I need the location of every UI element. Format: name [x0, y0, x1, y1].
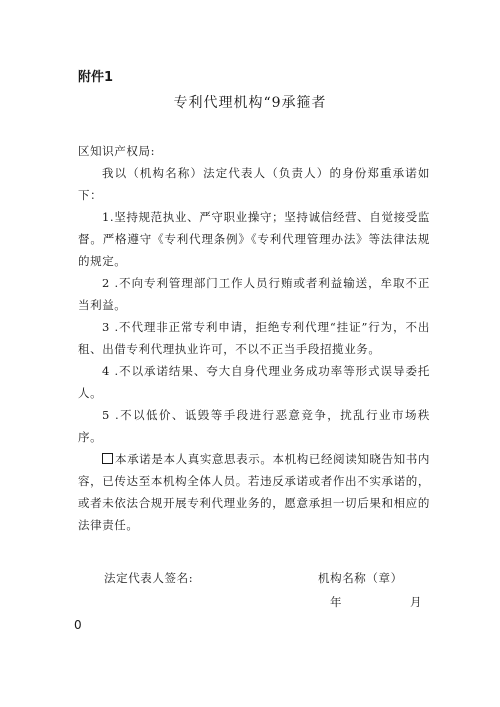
date-month-label: 月 [410, 595, 422, 609]
checkbox-icon [102, 453, 113, 464]
commitment-item-3: 3 .不代理非正常专利申请，拒绝专利代理“挂证”行为，不出租、出借专利代理执业许可，不以不正当手段招揽业务。 [78, 320, 430, 356]
commitment-item-2: 2 .不向专利管理部门工作人员行贿或者利益输送，牟取不正当利益。 [78, 276, 430, 312]
document-body [78, 140, 430, 536]
commitment-item-4: 4 .不以承诺结果、夸大自身代理业务成功率等形式误导委托人。 [78, 364, 430, 400]
date-year-label: 年 [330, 595, 342, 609]
salutation: 区知识产权局: [78, 144, 156, 158]
representative-signature-label: 法定代表人签名: [104, 571, 194, 585]
commitment-item-5: 5 .不以低价、诋毁等手段进行恶意竞争，扰乱行业市场秩序。 [78, 408, 430, 444]
footer-mark: 0 [74, 618, 82, 632]
document-title: 专利代理机构“9承箍者 [173, 95, 327, 111]
institution-seal-label: 机构名称（章） [318, 571, 403, 585]
closing-paragraph [78, 448, 430, 536]
attachment-label: 附件1 [78, 70, 114, 85]
closing-text: 本承诺是本人真实意思表示。本机构已经阅读知晓告知书内容，已传达至本机构全体人员。若违反承诺或者作出不实承诺的，或者未依法合规开展专利代理业务的，愿意承担一切后果和相应的法律责任。 [78, 452, 430, 532]
intro-paragraph: 我以（机构名称）法定代表人（负责人）的身份郑重承诺如下： [78, 166, 430, 202]
commitment-item-1: 1.坚持规范执业、严守职业操守；坚持诚信经营、自觉接受监督。严格遵守《专利代理条例》《专利代理管理办法》等法律法规的规定。 [78, 210, 430, 268]
